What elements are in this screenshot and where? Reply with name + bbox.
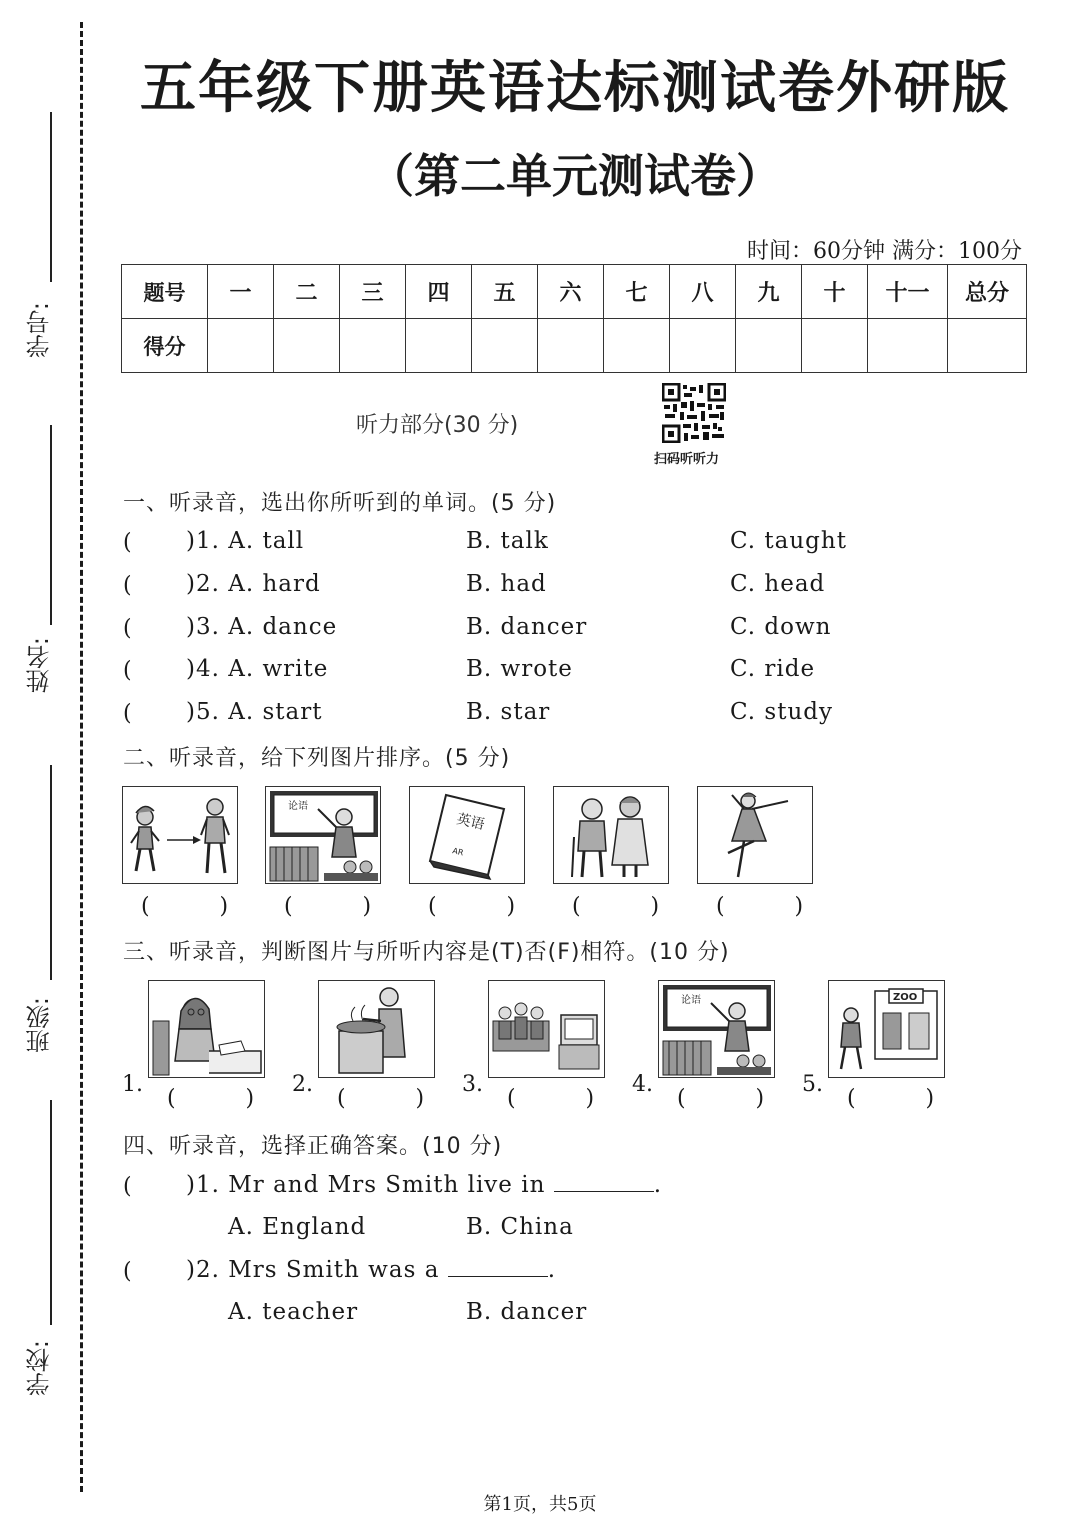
section4-heading: 四、听录音，选择正确答案。(10 分): [123, 1134, 503, 1159]
section3-number-1: 1.: [122, 1072, 143, 1097]
picture-english-book: [409, 786, 525, 884]
score-col-5: 五: [472, 265, 538, 319]
question-stem: )1. A. tall: [186, 528, 305, 554]
score-col-10: 十: [802, 265, 868, 319]
question-stem: )5. A. start: [186, 699, 323, 725]
question-stem: [186, 1257, 556, 1283]
option-b: B. talk: [466, 528, 549, 554]
listening-section-title: 听力部分(30 分): [356, 413, 519, 438]
section2-answer-bracket-1[interactable]: ( ): [141, 894, 229, 919]
option-b: B. had: [466, 571, 547, 597]
score-cell[interactable]: [406, 319, 472, 373]
student-id-label: 学号:: [26, 302, 54, 359]
qr-code-icon[interactable]: [662, 383, 726, 447]
score-col-1: 一: [208, 265, 274, 319]
option-b: B. wrote: [466, 656, 573, 682]
score-col-6: 六: [538, 265, 604, 319]
student-id-field[interactable]: [0, 112, 70, 362]
time-score-info: 时间：60分钟 满分：100分: [747, 239, 1022, 264]
score-cell[interactable]: [340, 319, 406, 373]
student-id-line: [50, 112, 52, 282]
answer-bracket[interactable]: (: [123, 616, 132, 641]
picture-dancer: [697, 786, 813, 884]
qr-code-label: 扫码听听力: [654, 452, 720, 467]
option-c: C. head: [730, 571, 826, 597]
page-title: 五年级下册英语达标测试卷外研版: [140, 56, 1010, 121]
binding-dashed-line: [80, 22, 83, 1492]
fill-blank[interactable]: [448, 1258, 548, 1277]
section3-answer-bracket-3[interactable]: ( ): [507, 1086, 595, 1111]
question-stem: )3. A. dance: [186, 614, 338, 640]
score-table: [121, 264, 1027, 373]
section2-answer-bracket-5[interactable]: ( ): [716, 894, 804, 919]
question-stem: )4. A. write: [186, 656, 329, 682]
score-cell[interactable]: [274, 319, 340, 373]
score-cell[interactable]: [670, 319, 736, 373]
school-line: [50, 1100, 52, 1325]
score-cell[interactable]: [604, 319, 670, 373]
section3-number-2: 2.: [292, 1072, 313, 1097]
school-label: 学校:: [26, 1340, 54, 1397]
section2-answer-bracket-4[interactable]: ( ): [572, 894, 660, 919]
score-table-row2-header: 得分: [122, 319, 208, 373]
answer-bracket[interactable]: (: [123, 530, 132, 555]
option-b: B. star: [466, 699, 551, 725]
section3-answer-bracket-5[interactable]: ( ): [847, 1086, 935, 1111]
score-table-row1-header: 题号: [122, 265, 208, 319]
option-c: C. taught: [730, 528, 847, 554]
zoo-sign-text: ZOO: [893, 992, 918, 1003]
score-col-4: 四: [406, 265, 472, 319]
section1-heading: 一、听录音，选出你所听到的单词。(5 分): [123, 491, 557, 516]
score-table-score-row: [122, 319, 1027, 373]
name-label: 姓名:: [26, 637, 54, 694]
period: .: [653, 1172, 663, 1198]
picture-grandparents: [553, 786, 669, 884]
book-title-text: 英语: [455, 811, 486, 834]
section3-answer-bracket-2[interactable]: ( ): [337, 1086, 425, 1111]
answer-bracket[interactable]: (: [123, 573, 132, 598]
section2-answer-bracket-3[interactable]: ( ): [428, 894, 516, 919]
blackboard-text: 论语: [288, 801, 308, 812]
score-cell[interactable]: [538, 319, 604, 373]
section3-answer-bracket-1[interactable]: ( ): [167, 1086, 255, 1111]
score-col-9: 九: [736, 265, 802, 319]
picture-watching-tv: [488, 980, 605, 1078]
option-b: B. China: [466, 1214, 574, 1240]
class-field[interactable]: [0, 765, 70, 1065]
section3-number-3: 3.: [462, 1072, 483, 1097]
option-b: B. dancer: [466, 1299, 588, 1325]
name-line: [50, 425, 52, 625]
picture-cooking: [318, 980, 435, 1078]
question-stem: [186, 1172, 662, 1198]
option-a: A. teacher: [228, 1299, 359, 1325]
option-c: C. study: [730, 699, 833, 725]
question-stem: )2. A. hard: [186, 571, 321, 597]
question-text: )1. Mr and Mrs Smith live in: [186, 1172, 546, 1198]
class-line: [50, 765, 52, 980]
question-text: )2. Mrs Smith was a: [186, 1257, 440, 1283]
score-col-2: 二: [274, 265, 340, 319]
score-cell[interactable]: [472, 319, 538, 373]
score-table-header-row: [122, 265, 1027, 319]
picture-classroom: [658, 980, 775, 1078]
score-col-8: 八: [670, 265, 736, 319]
score-col-total: 总分: [948, 265, 1027, 319]
option-c: C. down: [730, 614, 832, 640]
score-cell[interactable]: [868, 319, 948, 373]
school-field[interactable]: [0, 1100, 70, 1400]
name-field[interactable]: [0, 425, 70, 705]
section2-heading: 二、听录音，给下列图片排序。(5 分): [123, 746, 511, 771]
picture-girl-studying: [148, 980, 265, 1078]
page-footer: 第1页，共5页: [483, 1494, 597, 1515]
period: .: [547, 1257, 557, 1283]
section3-heading: 三、听录音，判断图片与所听内容是(T)否(F)相符。(10 分): [123, 940, 730, 965]
answer-bracket[interactable]: (: [123, 701, 132, 726]
fill-blank[interactable]: [554, 1173, 654, 1192]
score-cell[interactable]: [802, 319, 868, 373]
book-small-text: AR: [451, 846, 465, 858]
score-col-7: 七: [604, 265, 670, 319]
option-b: B. dancer: [466, 614, 588, 640]
score-col-11: 十一: [868, 265, 948, 319]
option-a: A. England: [228, 1214, 367, 1240]
score-col-3: 三: [340, 265, 406, 319]
section3-number-4: 4.: [632, 1072, 653, 1097]
section3-answer-bracket-4[interactable]: ( ): [677, 1086, 765, 1111]
picture-zoo: [828, 980, 945, 1078]
picture-classroom-teacher: [265, 786, 381, 884]
answer-bracket[interactable]: (: [123, 1174, 132, 1199]
answer-bracket[interactable]: (: [123, 658, 132, 683]
picture-walk-to-person: [122, 786, 238, 884]
section3-number-5: 5.: [802, 1072, 823, 1097]
score-cell[interactable]: [208, 319, 274, 373]
option-c: C. ride: [730, 656, 816, 682]
score-cell[interactable]: [736, 319, 802, 373]
score-cell[interactable]: [948, 319, 1027, 373]
answer-bracket[interactable]: (: [123, 1259, 132, 1284]
section2-answer-bracket-2[interactable]: ( ): [284, 894, 372, 919]
blackboard-text: 论语: [681, 995, 701, 1006]
page-subtitle: （第二单元测试卷）: [368, 149, 782, 203]
class-label: 班级:: [26, 997, 54, 1054]
